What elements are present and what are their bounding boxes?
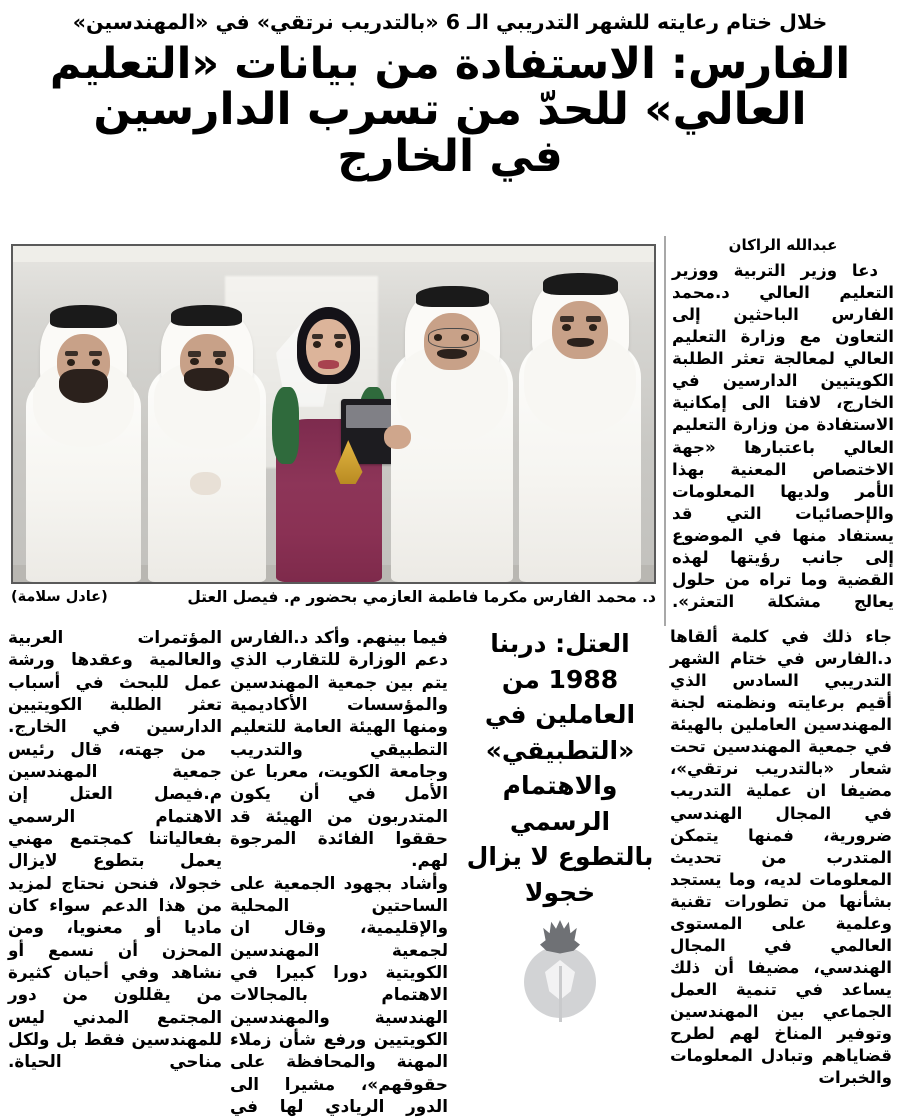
photo-person-3-honouree: [276, 286, 382, 582]
eyebrow-left: [188, 351, 201, 357]
photo-person-2: [148, 293, 267, 582]
lead-paragraph-1: دعا وزير التربية ووزير التعليم العالي د.محمد الفارس الباحثين إلى التعاون مع وزارة التعليم العالي لمعالجة تعثر الطلبة الكويتيين الدارسين في الخارج، لافتا الى إمكانية الاستفادة من وزارة التعليم العالي باعتبارها «جهة الاختصاص المعنية بهذا الأمر ولديها المعلومات والإحصائيات التي قد يستفاد منها في الموضوع إلى جانب رؤيتها لهذه القضية وما تراه من حلول يعالج مشكلة التعثر».: [672, 261, 894, 611]
headline-line-3: في الخارج: [337, 130, 563, 182]
agal-cord: [543, 273, 619, 295]
lead-text: [672, 260, 894, 613]
face: [552, 301, 608, 360]
pull-quote: العتل: دربنا 1988 من العاملين في «التطبيقي» والاهتمام الرسمي بالتطوع لا يزال خجولا: [466, 629, 654, 907]
column-c-paragraph-1: المؤتمرات العربية والعالمية وعقدها ورشة عمل للبحث في أسباب تعثر الطلبة الكويتيين الدارسين في الخارج.: [8, 627, 222, 737]
agal-cord: [416, 286, 489, 307]
photo-canvas: [13, 246, 654, 582]
body-column-right: [670, 626, 892, 1089]
eye-right: [92, 359, 100, 366]
sleeve-left: [272, 387, 299, 464]
article-headline: [8, 38, 892, 182]
beard: [59, 369, 107, 403]
eyebrow-right: [586, 316, 601, 322]
eyebrow-left: [65, 351, 78, 357]
photo-caption: د. محمد الفارس مكرما فاطمة العازمي بحضور م. فيصل العتل: [187, 588, 656, 606]
mouth: [318, 360, 339, 369]
body-column-left: [8, 626, 222, 1073]
body-column-middle: [230, 626, 448, 1117]
pen-nib-slit: [559, 966, 562, 1022]
photo-credit: (عادل سلامة): [11, 588, 108, 605]
eyebrow-right: [89, 351, 102, 357]
award-plaque: [346, 405, 393, 429]
column-b-paragraph-1: فيما بينهم. وأكد د.الفارس دعم الوزارة للتقارب الذي يتم بين جمعية المهندسين والمؤسسات الأكاديمية ومنها الهيئة العامة للتعليم التطبيقي والتدريب وجامعة الكويت، معربا عن الأمل في أن يكون المتدربون من الهيئة قد حققوا الفائدة المرجوة لهم.: [230, 627, 448, 871]
photo-caption-row: [11, 588, 656, 607]
lead-paragraph-2: جاء ذلك في كلمة ألقاها د.الفارس في ختام الشهر التدريبي السادس الذي أقيم برعايته ونظمته لجنة المهندسين العاملين بالهيئة في جمعية المهندسين تحت شعار «بالتدريب نرتقي»، مضيفا ان عملية التدريب في المجال الهندسي ضرورية، فمنها يتمكن المتدرب من تحديث المعلومات لديه، وما يستجد بشأنها من تطورات تقنية وعلمية على المستوى العالمي في المجال الهندسي، مضيفا أن ذلك يساعد في تنمية العمل الجماعي بين المهندسين وتوفير المناخ لهم لطرح قضاياهم وتبادل المعلومات والخبرات: [670, 627, 892, 1088]
photo-person-4: [391, 280, 513, 582]
eye-left: [190, 358, 198, 365]
headline-line-1: الفارس: الاستفادة من بيانات «التعليم: [49, 38, 851, 89]
eye-left: [562, 324, 571, 331]
eyebrow-left: [312, 334, 324, 339]
photo-ceiling-strip: [13, 246, 654, 262]
pull-quote-column: [460, 626, 660, 1006]
photo-person-5: [519, 273, 641, 582]
headline-line-2: العالي» للحدّ من تسرب الدارسين: [93, 84, 807, 136]
hand-holding-award: [384, 425, 411, 449]
eyebrow-right: [334, 334, 346, 339]
lead-column: [672, 236, 894, 613]
article-photo: [11, 244, 656, 584]
publication-watermark: [518, 920, 602, 1016]
photo-person-1: [26, 300, 141, 582]
eyebrow-left: [560, 316, 575, 322]
article-byline: عبدالله الراكان: [728, 236, 838, 254]
eye-right: [461, 334, 470, 341]
column-b-paragraph-2: وأشاد بجهود الجمعية على الساحتين المحلية والإقليمية، وقال ان لجمعية المهندسين الكويتية دورا كبيرا في الاهتمام بالمجالات الهندسية والمهندسين الكويتيين ورفع شأن زملاء المهنة والمحافظة على حقوقهم»، مشيرا الى الدور الريادي لها في: [230, 872, 448, 1116]
column-divider: [664, 236, 666, 626]
moustache: [567, 338, 594, 347]
column-c-paragraph-2: من جهته، قال رئيس جمعية المهندسين م.فيصل العتل إن الاهتمام الرسمي بفعالياتنا كمجتمع مهني يعمل بتطوع لايزال خجولا، فنحن نحتاج لمزيد من هذا الدعم سواء كان ماديا أو معنويا، ومن المحزن أن نسمع أو نشاهد وفي أحيان كثيرة من يقللون من دور المجتمع المدني ليس للمهندسين فقط بل ولكل مناحي الحياة.: [8, 738, 222, 1072]
eye-left: [434, 334, 443, 341]
clasped-hands: [190, 472, 221, 495]
agal-cord: [171, 305, 242, 327]
eyebrow-right: [213, 351, 226, 357]
body-columns-region: [0, 626, 900, 1116]
agal-cord: [50, 305, 117, 328]
article-kicker: خلال ختام رعايته للشهر التدريبي الـ 6 «بالتدريب نرتقي» في «المهندسين»: [72, 10, 828, 34]
